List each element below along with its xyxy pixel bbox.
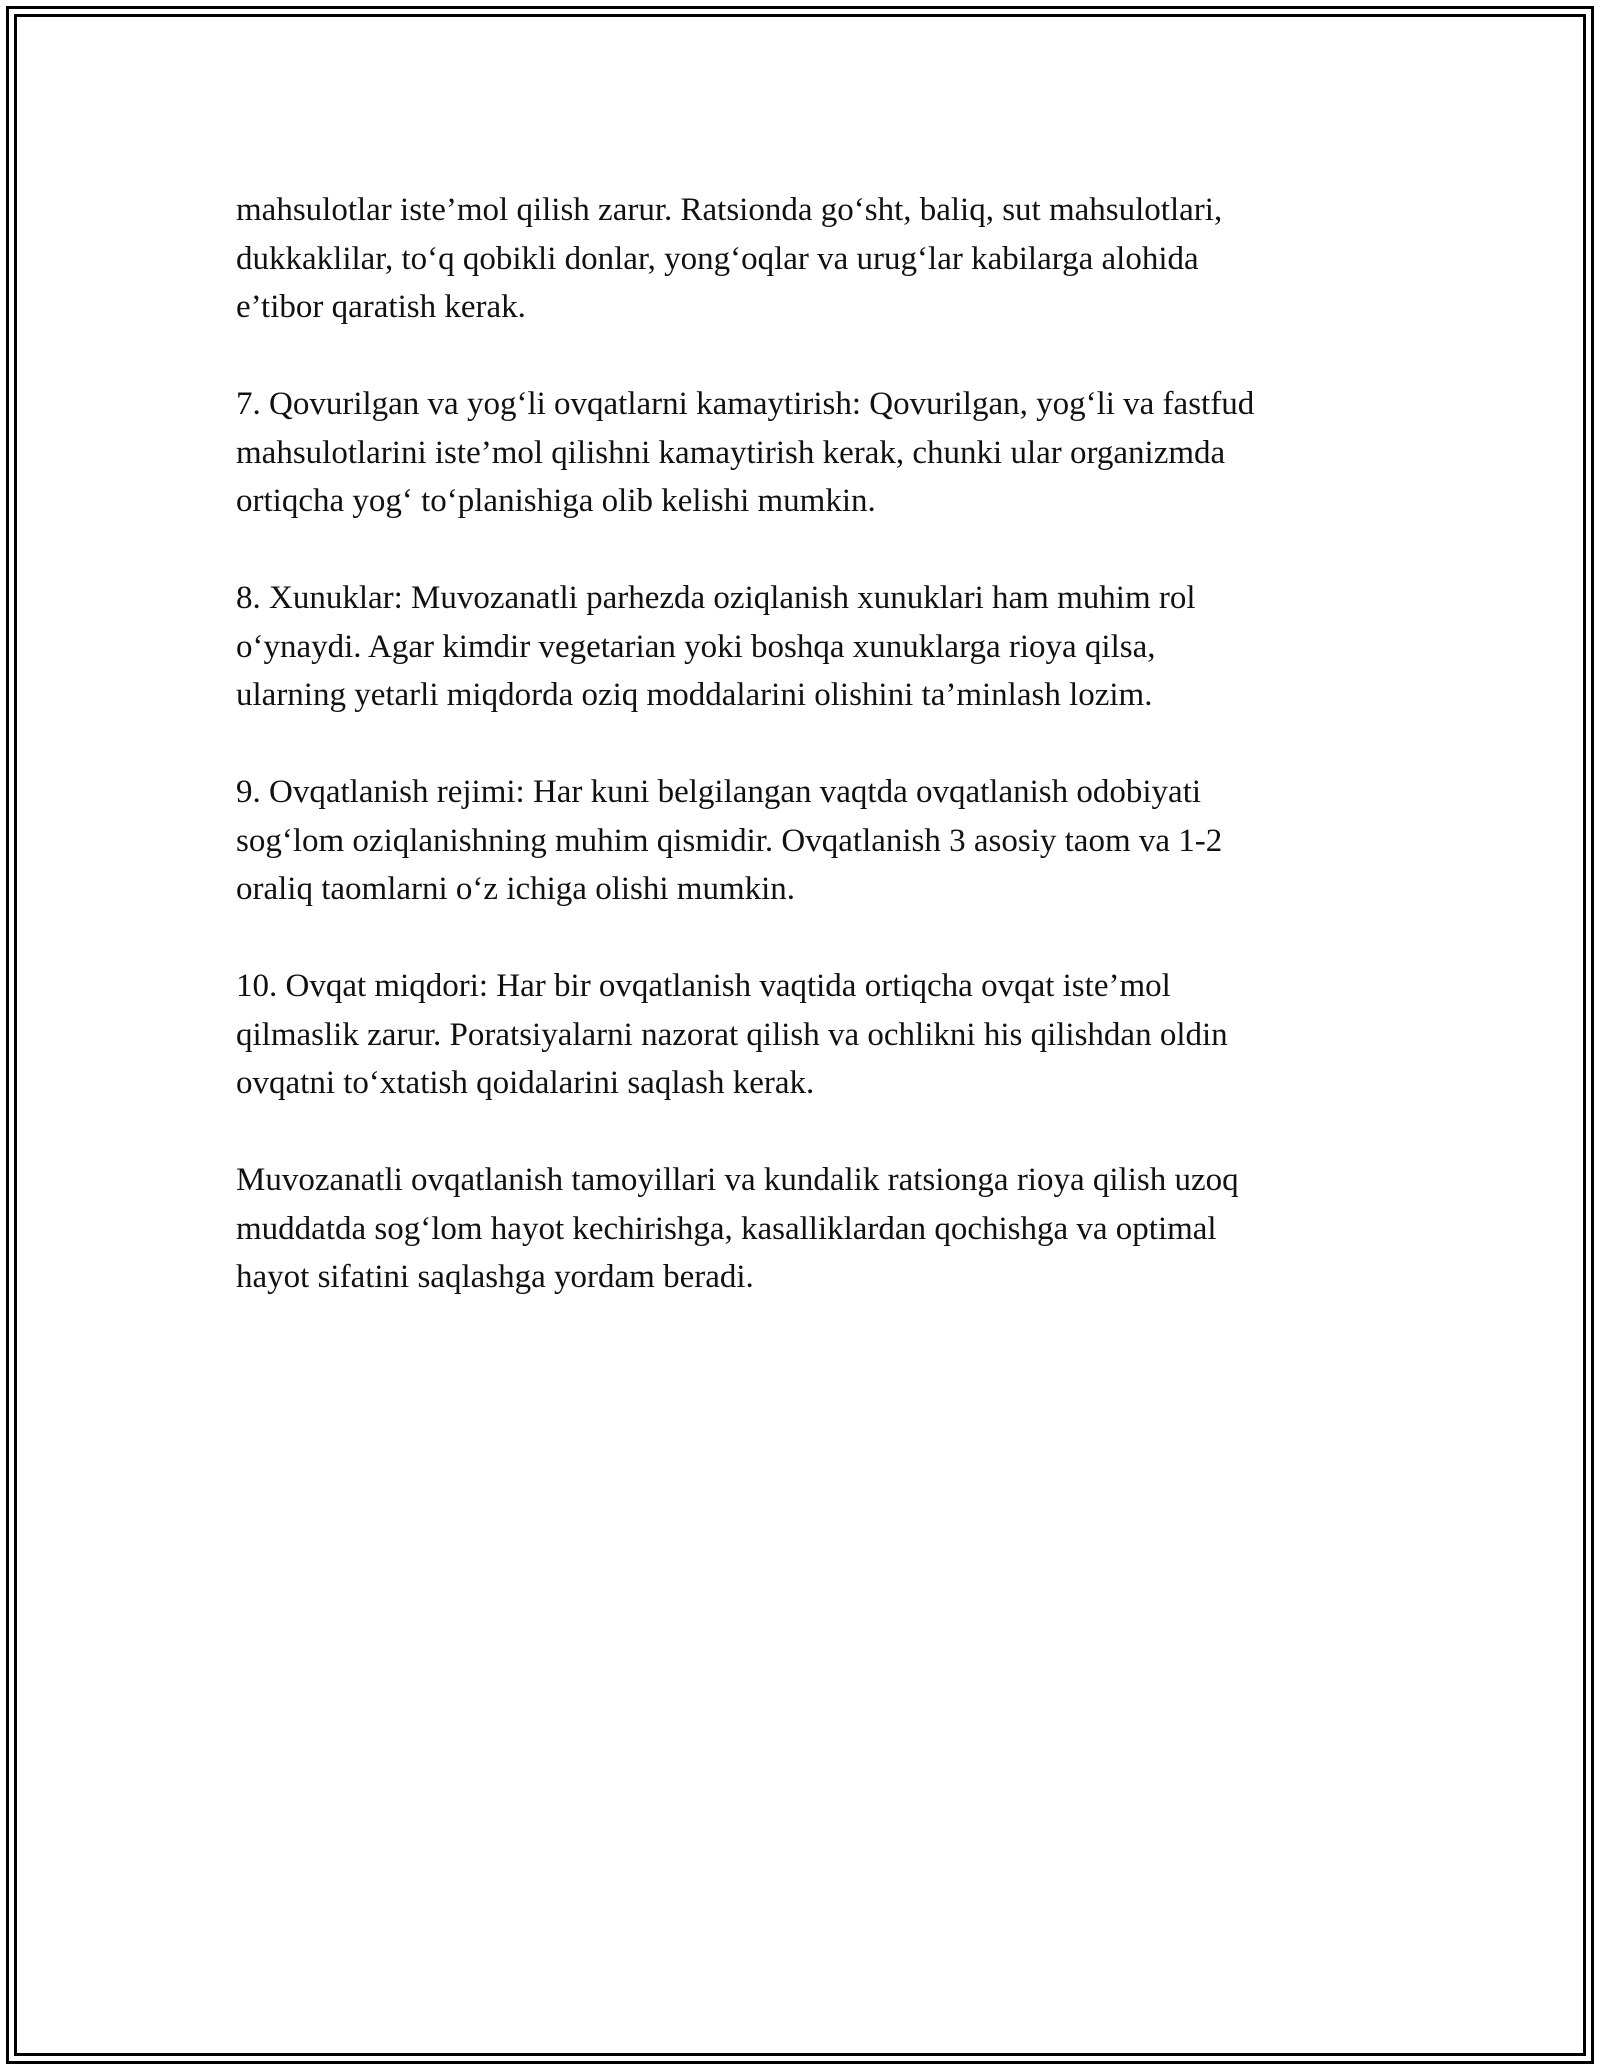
paragraph-continuation: [236, 186, 1386, 332]
text-line: Muvozanatli ovqatlanish tamoyillari va kundalik ratsionga rioya qilish uzoq: [236, 1162, 1239, 1198]
document-body: [236, 186, 1386, 1350]
text-line: e’tibor qaratish kerak.: [236, 289, 526, 325]
paragraph-item-8: [236, 574, 1386, 720]
text-line: qilmaslik zarur. Poratsiyalarni nazorat qilish va ochlikni his qilishdan oldin: [236, 1016, 1228, 1053]
paragraph-item-9: [236, 768, 1386, 914]
text-line: ortiqcha yog‘ to‘planishiga olib kelishi mumkin.: [236, 483, 876, 519]
text-line: 10. Ovqat miqdori: Har bir ovqatlanish vaqtida ortiqcha ovqat iste’mol: [236, 968, 1171, 1004]
text-line: oraliq taomlarni o‘z ichiga olishi mumkin.: [236, 871, 796, 907]
text-line: ularning yetarli miqdorda oziq moddalarini olishini ta’minlash lozim.: [236, 677, 1153, 713]
text-line: sog‘lom oziqlanishning muhim qismidir. Ovqatlanish 3 asosiy taom va 1-2: [236, 822, 1223, 859]
paragraph-conclusion: [236, 1156, 1386, 1302]
text-line: 7. Qovurilgan va yog‘li ovqatlarni kamaytirish: Qovurilgan, yog‘li va fastfud: [236, 386, 1255, 422]
text-line: muddatda sog‘lom hayot kechirishga, kasalliklardan qochishga va optimal: [236, 1210, 1217, 1247]
paragraph-item-10: [236, 962, 1386, 1108]
text-line: mahsulotlar iste’mol qilish zarur. Ratsionda go‘sht, baliq, sut mahsulotlari,: [236, 192, 1223, 228]
text-line: 9. Ovqatlanish rejimi: Har kuni belgilangan vaqtda ovqatlanish odobiyati: [236, 774, 1202, 810]
text-line: hayot sifatini saqlashga yordam beradi.: [236, 1259, 754, 1295]
text-line: 8. Xunuklar: Muvozanatli parhezda oziqlanish xunuklari ham muhim rol: [236, 580, 1196, 616]
text-line: o‘ynaydi. Agar kimdir vegetarian yoki boshqa xunuklarga rioya qilsa,: [236, 628, 1156, 665]
text-line: ovqatni to‘xtatish qoidalarini saqlash kerak.: [236, 1065, 815, 1101]
paragraph-item-7: [236, 380, 1386, 526]
text-line: mahsulotlarini iste’mol qilishni kamaytirish kerak, chunki ular organizmda: [236, 434, 1226, 471]
text-line: dukkaklilar, to‘q qobikli donlar, yong‘oqlar va urug‘lar kabilarga alohida: [236, 240, 1199, 277]
